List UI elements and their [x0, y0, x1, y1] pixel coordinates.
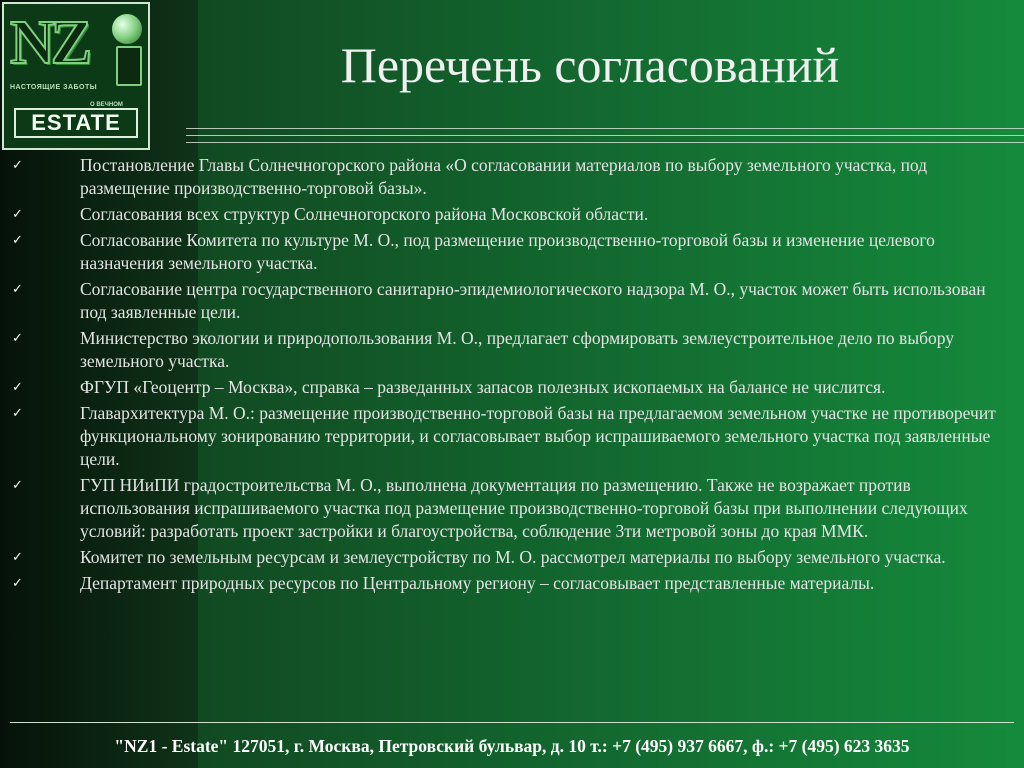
- list-item: [12, 327, 1016, 373]
- check-arrow-icon: ✓: [12, 331, 23, 346]
- list-item-text: Департамент природных ресурсов по Центральному региону – согласовывает представленные материалы.: [80, 573, 875, 593]
- company-logo: [2, 2, 150, 150]
- check-arrow-icon: ✓: [12, 282, 23, 297]
- check-arrow-icon: ✓: [12, 576, 23, 591]
- list-item-text: Главархитектура М. О.: размещение производственно-торговой базы на предлагаемом земельном участке не противоречит функциональному зонированию территории, и согласовывает выбор испрашиваемого земельного участка под заявленные цели.: [80, 403, 996, 469]
- check-arrow-icon: ✓: [12, 478, 23, 493]
- check-arrow-icon: ✓: [12, 550, 23, 565]
- list-item-text: Согласование центра государственного санитарно-эпидемиологического надзора М. О., участок может быть использован под заявленные цели.: [80, 279, 986, 322]
- logo-ball-icon: [112, 14, 142, 44]
- list-item: [12, 376, 1016, 399]
- approvals-list: [12, 154, 1016, 598]
- list-item-text: ГУП НИиПИ градостроительства М. О., выполнена документация по размещению. Также не возражает против использования испрашиваемого участка под размещение производственно-торговой базы при выполнении следующих условий: разработать проект застройки и благоустройства, соблюдение 3ти метровой зоны до края ММК.: [80, 475, 968, 541]
- list-item-text: Согласование Комитета по культуре М. О., под размещение производственно-торговой базы и изменение целевого назначения земельного участка.: [80, 230, 935, 273]
- list-item: [12, 229, 1016, 275]
- list-item: [12, 546, 1016, 569]
- list-item-text: ФГУП «Геоцентр – Москва», справка – разведанных запасов полезных ископаемых на балансе не числится.: [80, 377, 886, 397]
- page-title: Перечень согласований: [340, 37, 840, 93]
- list-item: [12, 402, 1016, 471]
- check-arrow-icon: ✓: [12, 406, 23, 421]
- logo-tagline-bottom: О ВЕЧНОМ: [90, 102, 123, 108]
- footer-contact: "NZ1 - Estate" 127051, г. Москва, Петровский бульвар, д. 10 т.: +7 (495) 937 6667, ф.: +7 (495) 623 3635: [114, 736, 910, 756]
- list-item: [12, 572, 1016, 595]
- logo-i-shape: [116, 46, 142, 86]
- logo-estate-label: ESTATE: [14, 108, 138, 138]
- list-item: [12, 278, 1016, 324]
- footer-divider: [10, 722, 1014, 723]
- list-item-text: Министерство экологии и природопользования М. О., предлагает сформировать землеустроительное дело по выбору земельного участка.: [80, 328, 955, 371]
- logo-tagline-top: НАСТОЯЩИЕ ЗАБОТЫ: [10, 84, 98, 91]
- title-divider: [186, 128, 1024, 152]
- list-item: [12, 203, 1016, 226]
- check-arrow-icon: ✓: [12, 233, 23, 248]
- check-arrow-icon: ✓: [12, 380, 23, 395]
- logo-mark: NZ: [10, 9, 89, 77]
- list-item: [12, 474, 1016, 543]
- list-item-text: Согласования всех структур Солнечногорского района Московской области.: [80, 204, 649, 224]
- check-arrow-icon: ✓: [12, 158, 23, 173]
- list-item-text: Постановление Главы Солнечногорского района «О согласовании материалов по выбору земельного участка, под размещение производственно-торговой базы».: [80, 155, 928, 198]
- check-arrow-icon: ✓: [12, 207, 23, 222]
- list-item: [12, 154, 1016, 200]
- list-item-text: Комитет по земельным ресурсам и землеустройству по М. О. рассмотрел материалы по выбору земельного участка.: [80, 547, 946, 567]
